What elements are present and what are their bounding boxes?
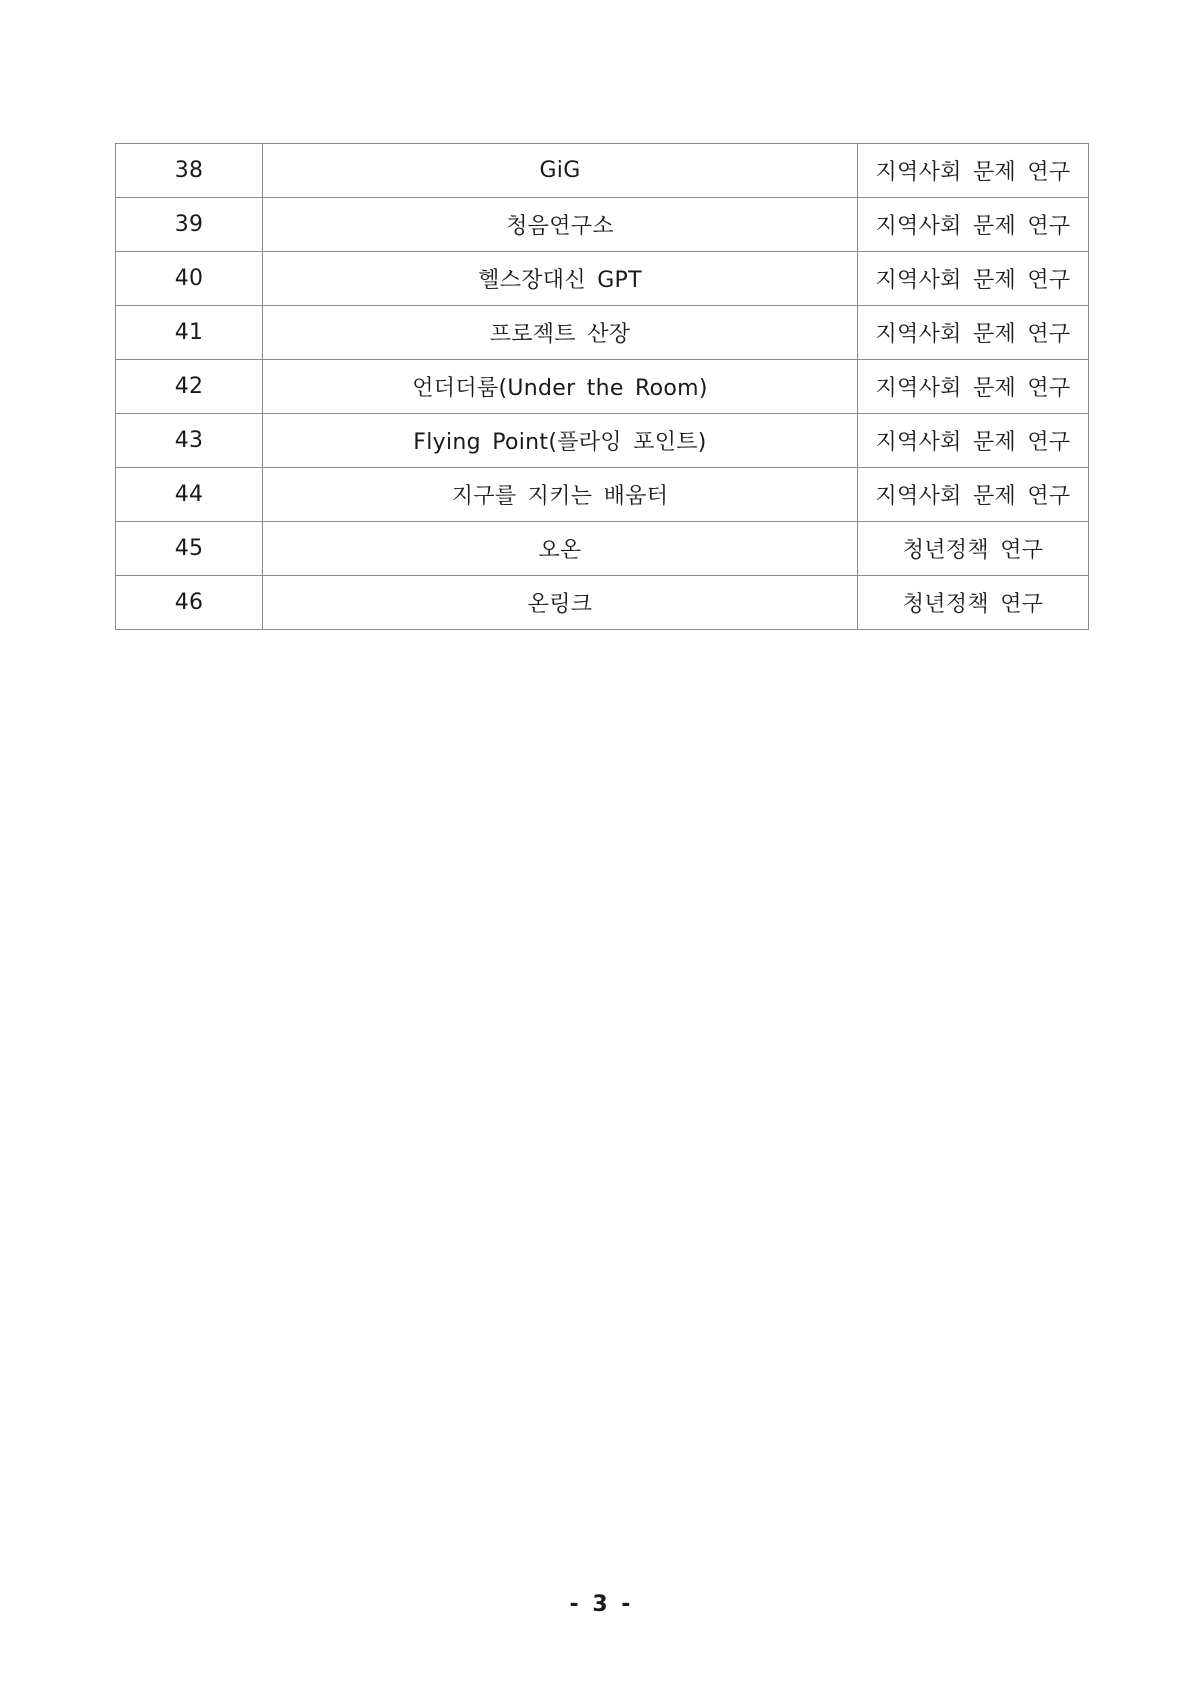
row-number: 38 xyxy=(116,144,263,198)
research-category: 지역사회 문제 연구 xyxy=(858,252,1089,306)
row-number: 46 xyxy=(116,576,263,630)
row-number: 39 xyxy=(116,198,263,252)
club-list-table xyxy=(115,143,1089,630)
research-category: 지역사회 문제 연구 xyxy=(858,468,1089,522)
table-row xyxy=(116,306,1089,360)
club-name: 청음연구소 xyxy=(263,198,858,252)
club-name: 지구를 지키는 배움터 xyxy=(263,468,858,522)
research-category: 지역사회 문제 연구 xyxy=(858,360,1089,414)
club-name: 헬스장대신 GPT xyxy=(263,252,858,306)
research-category: 청년정책 연구 xyxy=(858,576,1089,630)
row-number: 42 xyxy=(116,360,263,414)
research-category: 지역사회 문제 연구 xyxy=(858,144,1089,198)
row-number: 41 xyxy=(116,306,263,360)
table-row xyxy=(116,252,1089,306)
club-name: 오온 xyxy=(263,522,858,576)
table-row xyxy=(116,522,1089,576)
research-category: 지역사회 문제 연구 xyxy=(858,414,1089,468)
club-name: Flying Point(플라잉 포인트) xyxy=(263,414,858,468)
research-category: 지역사회 문제 연구 xyxy=(858,198,1089,252)
table-row xyxy=(116,414,1089,468)
club-name: 온링크 xyxy=(263,576,858,630)
row-number: 43 xyxy=(116,414,263,468)
table-row xyxy=(116,198,1089,252)
page-number: - 3 - xyxy=(569,1592,631,1617)
row-number: 45 xyxy=(116,522,263,576)
table-row xyxy=(116,360,1089,414)
table-row xyxy=(116,468,1089,522)
row-number: 44 xyxy=(116,468,263,522)
research-category: 지역사회 문제 연구 xyxy=(858,306,1089,360)
research-category: 청년정책 연구 xyxy=(858,522,1089,576)
row-number: 40 xyxy=(116,252,263,306)
club-name: 프로젝트 산장 xyxy=(263,306,858,360)
table-row xyxy=(116,144,1089,198)
table-row xyxy=(116,576,1089,630)
club-name: 언더더룸(Under the Room) xyxy=(263,360,858,414)
club-name: GiG xyxy=(263,144,858,198)
